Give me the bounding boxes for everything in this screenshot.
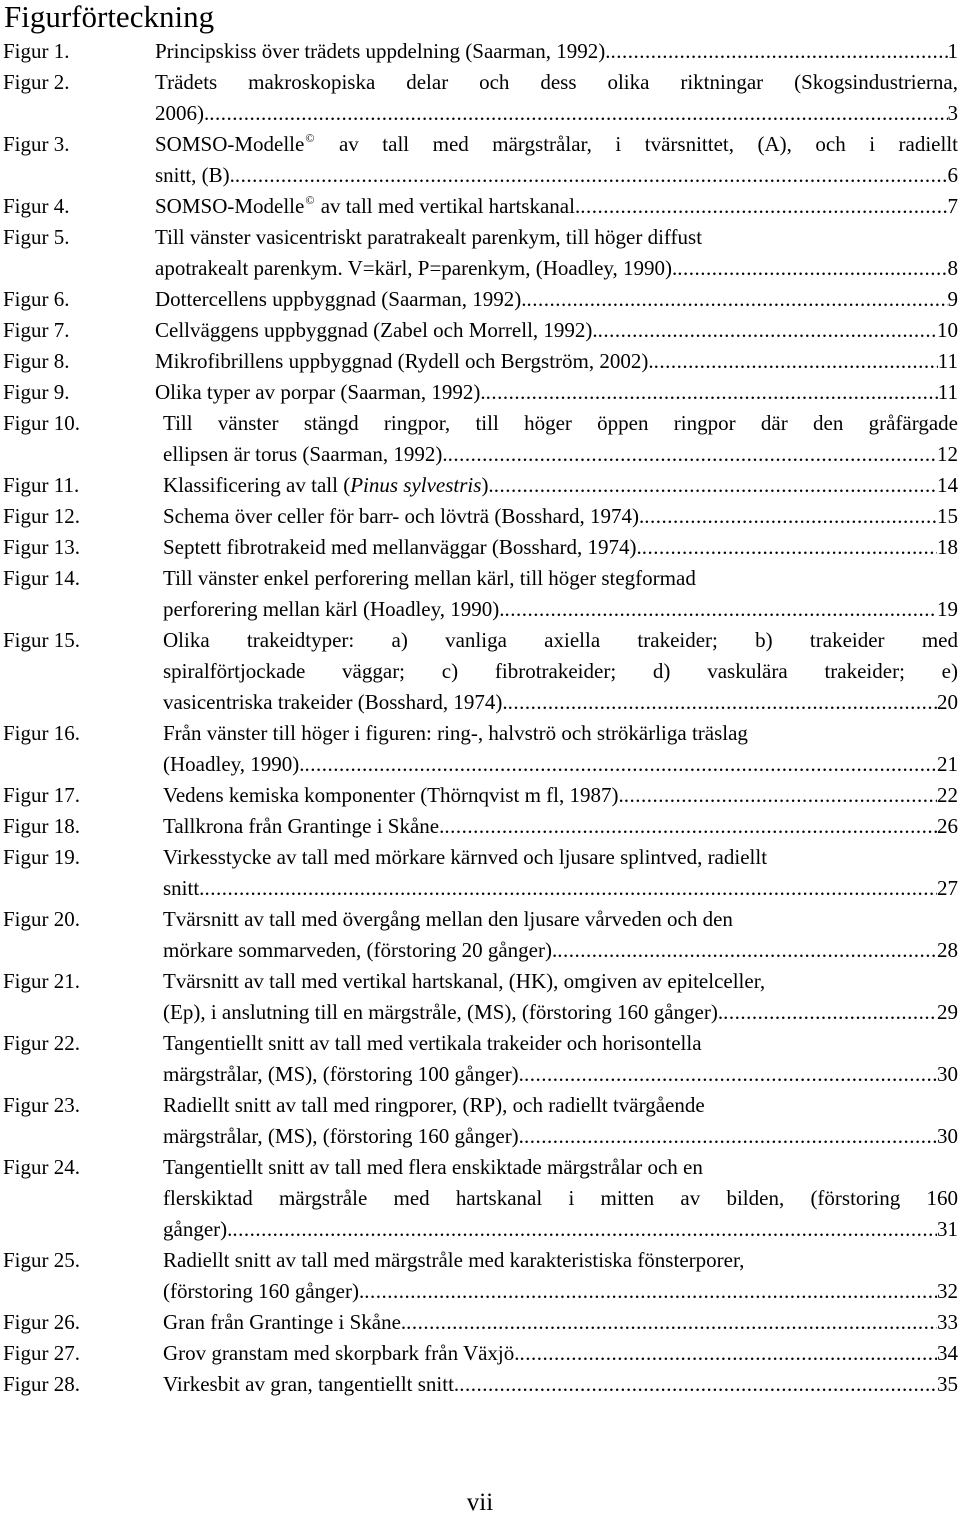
toc-entry-line: [163, 1369, 958, 1400]
toc-entry-line: [163, 532, 958, 563]
dot-leader: [677, 253, 947, 284]
page-number: 6: [947, 163, 958, 187]
figure-caption: perforering mellan kärl (Hoadley, 1990).: [163, 597, 505, 621]
toc-entry[interactable]: [0, 625, 960, 718]
page-number: 18: [937, 535, 958, 559]
toc-entry[interactable]: [0, 346, 960, 377]
figure-caption: vasicentriska trakeider (Bosshard, 1974).: [163, 690, 508, 714]
toc-entry-line: [155, 98, 958, 129]
figure-caption: Dottercellens uppbyggnad (Saarman, 1992).: [155, 287, 527, 311]
toc-entry-line: [155, 284, 958, 315]
toc-entry-line: [163, 501, 958, 532]
toc-entry[interactable]: [0, 1245, 960, 1307]
figure-caption: Gran från Grantinge i Skåne.: [163, 1310, 407, 1334]
figure-label: Figur 3.: [3, 132, 70, 156]
page-number: 21: [937, 752, 958, 776]
figure-label: Figur 26.: [3, 1310, 81, 1334]
toc-entry-line: [163, 997, 958, 1028]
toc-entry[interactable]: [0, 1152, 960, 1245]
dot-leader: [611, 36, 948, 67]
toc-entry[interactable]: [0, 67, 960, 129]
species-name: Pinus sylvestris: [350, 473, 482, 497]
figure-caption: Olika trakeidtyper: a) vanliga axiella trakeider; b) trakeider med: [163, 628, 958, 652]
page-number: 35: [937, 1372, 958, 1396]
toc-entry[interactable]: [0, 1090, 960, 1152]
figure-caption: ellipsen är torus (Saarman, 1992).: [163, 442, 448, 466]
dot-leader: [209, 98, 947, 129]
toc-entry[interactable]: [0, 532, 960, 563]
figure-label: Figur 18.: [3, 814, 81, 838]
toc-entry-line: [163, 594, 958, 625]
figure-caption: Vedens kemiska komponenter (Thörnqvist m fl, 1987).: [163, 783, 624, 807]
copyright-symbol: ©: [305, 193, 315, 207]
dot-leader: [486, 377, 938, 408]
toc-entry[interactable]: [0, 191, 960, 222]
dot-leader: [505, 594, 937, 625]
toc-entry-line: [163, 1338, 958, 1369]
toc-entry[interactable]: [0, 563, 960, 625]
figure-caption: mörkare sommarveden, (förstoring 20 gånger).: [163, 938, 558, 962]
page-number: 30: [937, 1062, 958, 1086]
figure-caption: Olika typer av porpar (Saarman, 1992).: [155, 380, 486, 404]
toc-entry[interactable]: [0, 1307, 960, 1338]
dot-leader: [204, 873, 937, 904]
page-number: 28: [937, 938, 958, 962]
figure-label: Figur 20.: [3, 907, 81, 931]
figure-caption: 2006).: [155, 101, 210, 125]
page-number: 11: [937, 349, 958, 373]
figure-caption: SOMSO-Modelle© av tall med vertikal hartskanal.: [155, 193, 581, 218]
figure-label: Figur 24.: [3, 1155, 81, 1179]
figure-label: Figur 4.: [3, 194, 70, 218]
figure-caption: Klassificering av tall (Pinus sylvestris).: [163, 473, 494, 497]
dot-leader: [557, 935, 937, 966]
figure-caption: flerskiktad märgstråle med hartskanal i mitten av bilden, (förstoring 160: [163, 1186, 958, 1210]
figure-caption: av tall med märgstrålar, i tvärsnittet, (A), och i radiellt: [338, 132, 958, 156]
toc-entry[interactable]: [0, 1028, 960, 1090]
toc-entry[interactable]: [0, 501, 960, 532]
toc-entry[interactable]: [0, 966, 960, 1028]
toc-entry[interactable]: [0, 315, 960, 346]
toc-entry[interactable]: [0, 129, 960, 191]
toc-entry-line: [155, 191, 958, 222]
toc-entry-line: [163, 470, 958, 501]
figure-caption: Trädets makroskopiska delar och dess olika riktningar (Skogsindustrierna,: [155, 70, 958, 94]
dot-leader: [520, 1338, 937, 1369]
toc-entry[interactable]: [0, 842, 960, 904]
figure-label: Figur 7.: [3, 318, 70, 342]
page-number: 22: [937, 783, 958, 807]
page-number: 19: [937, 597, 958, 621]
figure-caption: Principskiss över trädets uppdelning (Saarman, 1992).: [155, 39, 611, 63]
toc-entry[interactable]: [0, 718, 960, 780]
figure-caption: Radiellt snitt av tall med ringporer, (RP), och radiellt tvärgående: [163, 1093, 705, 1117]
figure-label: Figur 16.: [3, 721, 81, 745]
dot-leader: [235, 160, 948, 191]
dot-leader: [459, 1369, 937, 1400]
dot-leader: [723, 997, 937, 1028]
figure-label: Figur 19.: [3, 845, 81, 869]
figure-label: Figur 12.: [3, 504, 81, 528]
dot-leader: [406, 1307, 937, 1338]
toc-entry[interactable]: [0, 904, 960, 966]
page-number: 32: [937, 1279, 958, 1303]
page-title: Figurförteckning: [4, 0, 215, 34]
figure-label: Figur 27.: [3, 1341, 81, 1365]
figure-caption: Från vänster till höger i figuren: ring-, halvströ och strökärliga träslag: [163, 721, 748, 745]
figure-list: [0, 36, 960, 1400]
figure-label: Figur 2.: [3, 70, 70, 94]
toc-entry-line: [163, 873, 958, 904]
dot-leader: [580, 191, 947, 222]
dot-leader: [448, 439, 937, 470]
toc-entry[interactable]: [0, 1369, 960, 1400]
toc-entry-line: [155, 129, 958, 160]
toc-entry[interactable]: [0, 811, 960, 842]
page-number: 1: [947, 39, 958, 63]
figure-caption: Schema över celler för barr- och lövträ (Bosshard, 1974).: [163, 504, 645, 528]
figure-caption: Virkesbit av gran, tangentiellt snitt.: [163, 1372, 460, 1396]
figure-label: Figur 14.: [3, 566, 81, 590]
figure-caption: (Hoadley, 1990).: [163, 752, 305, 776]
dot-leader: [644, 501, 937, 532]
toc-entry[interactable]: [0, 780, 960, 811]
page-number: 26: [937, 814, 958, 838]
toc-entry-line: [155, 36, 958, 67]
figure-caption: Tvärsnitt av tall med vertikal hartskanal, (HK), omgiven av epitelceller,: [163, 969, 766, 993]
toc-entry-line: [163, 935, 958, 966]
figure-label: Figur 17.: [3, 783, 81, 807]
dot-leader: [524, 1121, 937, 1152]
dot-leader: [232, 1214, 937, 1245]
figure-label: Figur 21.: [3, 969, 81, 993]
figure-caption: snitt, (B).: [155, 163, 235, 187]
page-number: 7: [947, 194, 958, 218]
figure-caption: snitt.: [163, 876, 205, 900]
copyright-symbol: ©: [305, 131, 315, 145]
dot-leader: [526, 284, 947, 315]
figure-label: Figur 28.: [3, 1372, 81, 1396]
figure-label: Figur 15.: [3, 628, 81, 652]
page-number: 8: [947, 256, 958, 280]
toc-entry-line: [163, 687, 958, 718]
dot-leader: [598, 315, 937, 346]
figure-caption: märgstrålar, (MS), (förstoring 160 gånger).: [163, 1124, 524, 1148]
dot-leader: [654, 346, 938, 377]
figure-caption: Tallkrona från Grantinge i Skåne.: [163, 814, 445, 838]
dot-leader: [508, 687, 937, 718]
toc-entry[interactable]: [0, 377, 960, 408]
figure-label: Figur 5.: [3, 225, 70, 249]
figure-caption: gånger).: [163, 1217, 233, 1241]
page-number: 33: [937, 1310, 958, 1334]
figure-label: Figur 22.: [3, 1031, 81, 1055]
page-number: 30: [937, 1124, 958, 1148]
toc-entry[interactable]: [0, 284, 960, 315]
figure-caption: Virkesstycke av tall med mörkare kärnved och ljusare splintved, radiellt: [163, 845, 768, 869]
page-number: 11: [937, 380, 958, 404]
figure-caption: Till vänster stängd ringpor, till höger öppen ringpor där den gråfärgade: [163, 411, 958, 435]
toc-entry-line: [163, 1214, 958, 1245]
toc-entry-line: [163, 1059, 958, 1090]
page-number: 3: [947, 101, 958, 125]
dot-leader: [494, 470, 937, 501]
toc-entry[interactable]: [0, 470, 960, 501]
page-number: 34: [937, 1341, 958, 1365]
toc-entry[interactable]: [0, 1338, 960, 1369]
figure-caption: (förstoring 160 gånger).: [163, 1279, 365, 1303]
figure-label: Figur 25.: [3, 1248, 81, 1272]
toc-entry-line: [163, 439, 958, 470]
figure-label: Figur 10.: [3, 411, 81, 435]
page-number: 27: [937, 876, 958, 900]
toc-entry-line: [163, 811, 958, 842]
figure-label: Figur 11.: [3, 473, 80, 497]
toc-entry-line: [155, 377, 958, 408]
toc-entry-line: [155, 253, 958, 284]
footer-page-number: vii: [466, 1489, 494, 1516]
toc-entry-line: [155, 346, 958, 377]
figure-caption: Tangentiellt snitt av tall med flera enskiktade märgstrålar och en: [163, 1155, 703, 1179]
page-number: 14: [937, 473, 958, 497]
toc-entry-line: [155, 160, 958, 191]
figure-label: Figur 1.: [3, 39, 70, 63]
dot-leader: [624, 780, 937, 811]
page-number: 9: [947, 287, 958, 311]
page-number: 12: [937, 442, 958, 466]
page-number: 10: [937, 318, 958, 342]
toc-entry[interactable]: [0, 408, 960, 470]
figure-caption: SOMSO-Modelle: [155, 132, 305, 156]
toc-entry-line: [163, 1307, 958, 1338]
toc-entry-line: [163, 1276, 958, 1307]
toc-entry[interactable]: [0, 222, 960, 284]
figure-caption: Tangentiellt snitt av tall med vertikala trakeider och horisontella: [163, 1031, 702, 1055]
figure-caption: spiralförtjockade väggar; c) fibrotrakeider; d) vaskulära trakeider; e): [163, 659, 958, 683]
dot-leader: [305, 749, 937, 780]
toc-entry-line: [163, 780, 958, 811]
figure-label: Figur 23.: [3, 1093, 81, 1117]
dot-leader: [364, 1276, 937, 1307]
toc-entry[interactable]: [0, 36, 960, 67]
figure-label: Figur 9.: [3, 380, 70, 404]
figure-caption: (Ep), i anslutning till en märgstråle, (MS), (förstoring 160 gånger).: [163, 1000, 724, 1024]
dot-leader: [642, 532, 937, 563]
figure-caption: Till vänster vasicentriskt paratrakealt parenkym, till höger diffust: [155, 225, 703, 249]
toc-entry-line: [163, 1121, 958, 1152]
figure-caption: Cellväggens uppbyggnad (Zabel och Morrell, 1992).: [155, 318, 598, 342]
page-number: 20: [937, 690, 958, 714]
dot-leader: [524, 1059, 937, 1090]
figure-caption: Mikrofibrillens uppbyggnad (Rydell och Bergström, 2002).: [155, 349, 654, 373]
figure-label: Figur 6.: [3, 287, 70, 311]
figure-caption: Till vänster enkel perforering mellan kärl, till höger stegformad: [163, 566, 696, 590]
toc-entry-line: [155, 315, 958, 346]
page-number: 29: [937, 1000, 958, 1024]
page-number: 15: [937, 504, 958, 528]
figure-label: Figur 8.: [3, 349, 70, 373]
figure-caption: Septett fibrotrakeid med mellanväggar (Bosshard, 1974).: [163, 535, 642, 559]
page-number: 31: [937, 1217, 958, 1241]
toc-entry-line: [163, 749, 958, 780]
figure-caption: Radiellt snitt av tall med märgstråle med karakteristiska fönsterporer,: [163, 1248, 745, 1272]
figure-caption: märgstrålar, (MS), (förstoring 100 gånger).: [163, 1062, 524, 1086]
figure-caption: apotrakealt parenkym. V=kärl, P=parenkym, (Hoadley, 1990).: [155, 256, 678, 280]
figure-caption: Grov granstam med skorpbark från Växjö.: [163, 1341, 520, 1365]
dot-leader: [444, 811, 937, 842]
figure-label: Figur 13.: [3, 535, 81, 559]
figure-caption: Tvärsnitt av tall med övergång mellan den ljusare vårveden och den: [163, 907, 733, 931]
